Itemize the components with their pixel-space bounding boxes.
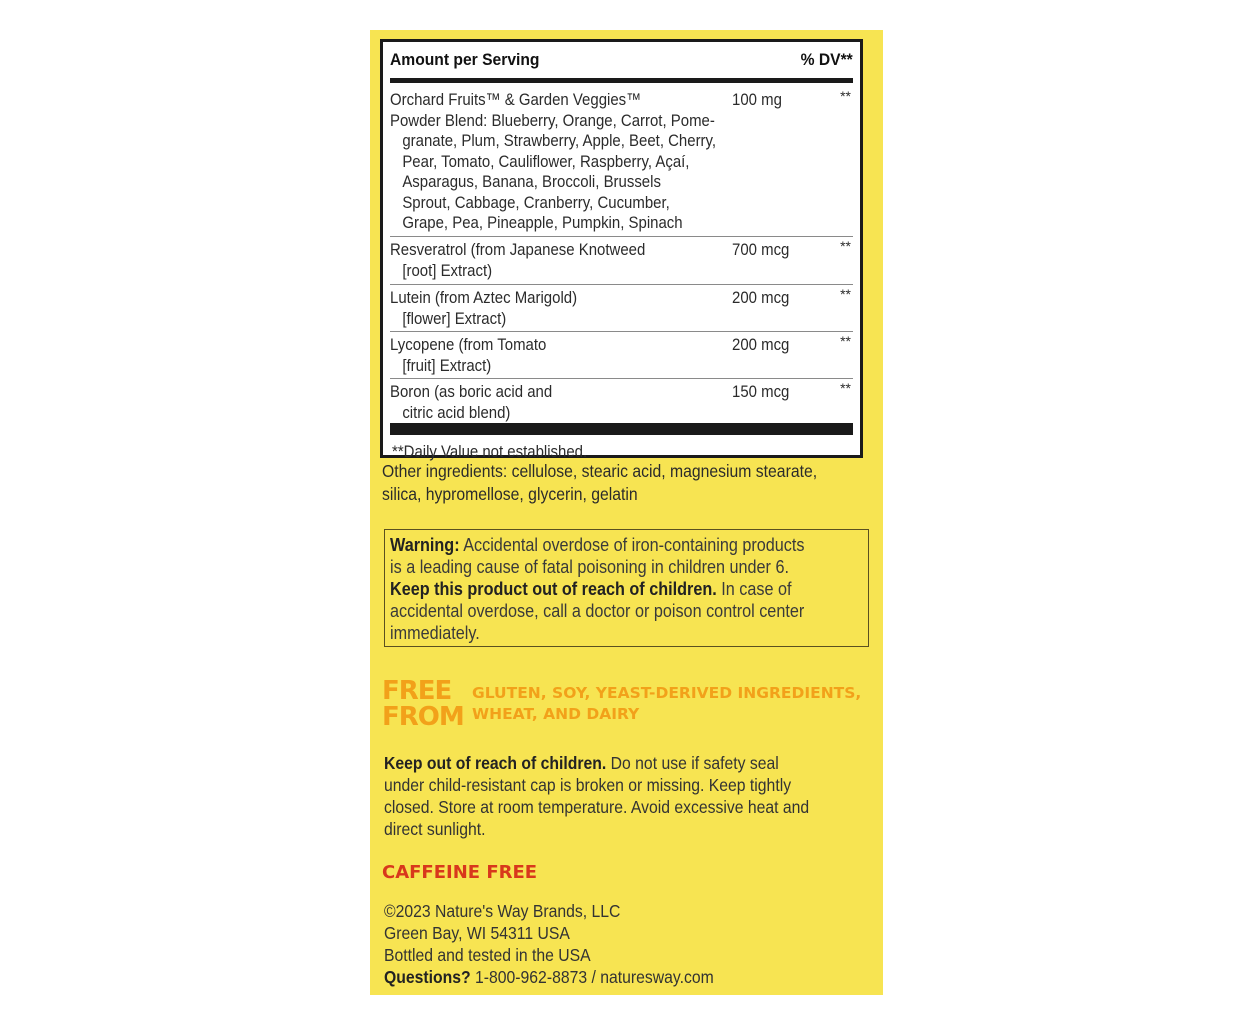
warning-line: is a leading cause of fatal poisoning in children under 6. bbox=[390, 557, 789, 577]
free-from-list: GLUTEN, SOY, YEAST-DERIVED INGREDIENTS, bbox=[472, 684, 862, 702]
warning-line bbox=[390, 534, 820, 556]
storage-line bbox=[384, 752, 809, 774]
ingredient-line: [fruit] Extract) bbox=[402, 355, 492, 375]
storage-instructions bbox=[384, 752, 856, 840]
storage-line: direct sunlight. bbox=[384, 819, 486, 839]
storage-text: Do not use if safety seal bbox=[606, 753, 779, 773]
warning-line bbox=[390, 578, 820, 600]
warning-text: In case of bbox=[716, 579, 792, 599]
ingredient-line: Boron (as boric acid and bbox=[390, 382, 553, 401]
ingredient-name bbox=[390, 240, 730, 281]
warning-label: Warning: bbox=[390, 535, 460, 555]
ingredient-amount: 150 mcg bbox=[732, 382, 790, 401]
storage-line: closed. Store at room temperature. Avoid excessive heat and bbox=[384, 797, 810, 817]
questions-label: Questions? bbox=[384, 967, 471, 987]
ingredient-name bbox=[390, 90, 730, 234]
free-word: FREE bbox=[382, 676, 452, 706]
iron-warning-box bbox=[384, 529, 869, 647]
other-ingredients-line: Other ingredients: cellulose, stearic acid, magnesium stearate, bbox=[382, 461, 818, 481]
keep-out-of-reach: Keep out of reach of children. bbox=[384, 753, 607, 773]
ingredient-dv: ** bbox=[840, 88, 851, 104]
caffeine-free-badge: CAFFEINE FREE bbox=[382, 862, 538, 883]
ingredient-name bbox=[390, 288, 730, 329]
free-from-callout bbox=[382, 676, 862, 736]
ingredient-name bbox=[390, 335, 730, 376]
footer-rule bbox=[390, 423, 853, 435]
ingredient-line: Orchard Fruits™ & Garden Veggies™ bbox=[390, 90, 642, 109]
from-word: FROM bbox=[382, 702, 464, 732]
row-divider bbox=[390, 331, 853, 332]
ingredient-line: [root] Extract) bbox=[402, 260, 493, 280]
ingredient-dv: ** bbox=[840, 380, 851, 396]
ingredient-line: Pear, Tomato, Cauliflower, Raspberry, Açaí, bbox=[402, 151, 690, 171]
ingredient-line: Sprout, Cabbage, Cranberry, Cucumber, bbox=[402, 192, 670, 212]
free-from-list: WHEAT, AND DAIRY bbox=[472, 705, 640, 723]
ingredient-line: Powder Blend: Blueberry, Orange, Carrot, Pome- bbox=[390, 110, 715, 130]
supplement-facts-table bbox=[380, 39, 863, 461]
ingredient-dv: ** bbox=[840, 333, 851, 349]
ingredient-amount: 200 mcg bbox=[732, 335, 790, 354]
facts-header bbox=[390, 46, 853, 74]
daily-value-footnote: **Daily Value not established. bbox=[392, 442, 588, 461]
ingredient-line: Asparagus, Banana, Broccoli, Brussels bbox=[402, 172, 661, 191]
ingredient-line: Lycopene (from Tomato bbox=[390, 335, 547, 354]
header-rule bbox=[390, 78, 853, 83]
ingredient-amount: 200 mcg bbox=[732, 288, 790, 307]
row-divider bbox=[390, 378, 853, 379]
ingredient-amount: 700 mcg bbox=[732, 240, 790, 259]
ingredient-dv: ** bbox=[840, 286, 851, 302]
row-divider bbox=[390, 284, 853, 285]
ingredient-name bbox=[390, 382, 730, 423]
ingredient-line: Resveratrol (from Japanese Knotweed bbox=[390, 240, 646, 259]
warning-keep-away: Keep this product out of reach of children. bbox=[390, 579, 717, 599]
storage-line: under child-resistant cap is broken or missing. Keep tightly bbox=[384, 775, 792, 795]
ingredient-line: Grape, Pea, Pineapple, Pumpkin, Spinach bbox=[402, 213, 683, 232]
ingredient-line: [flower] Extract) bbox=[402, 308, 507, 328]
warning-line: accidental overdose, call a doctor or poison control center bbox=[390, 601, 805, 621]
amount-per-serving-heading: Amount per Serving bbox=[390, 50, 540, 69]
daily-value-heading: % DV** bbox=[800, 50, 853, 69]
questions-line bbox=[384, 966, 714, 988]
ingredient-line: granate, Plum, Strawberry, Apple, Beet, Cherry, bbox=[402, 131, 717, 150]
address-line: Green Bay, WI 54311 USA bbox=[384, 923, 570, 943]
other-ingredients bbox=[382, 460, 865, 506]
warning-line: immediately. bbox=[390, 623, 480, 643]
product-label-panel bbox=[370, 30, 883, 995]
origin-line: Bottled and tested in the USA bbox=[384, 945, 591, 965]
warning-text: Accidental overdose of iron-containing products bbox=[459, 535, 805, 555]
contact-info: 1-800-962-8873 / naturesway.com bbox=[470, 967, 714, 987]
ingredient-dv: ** bbox=[840, 238, 851, 254]
row-divider bbox=[390, 236, 853, 237]
ingredient-amount: 100 mg bbox=[732, 90, 782, 109]
copyright-line: ©2023 Nature's Way Brands, LLC bbox=[384, 901, 621, 921]
ingredient-line: Lutein (from Aztec Marigold) bbox=[390, 288, 578, 307]
ingredient-line: citric acid blend) bbox=[402, 402, 511, 422]
company-info bbox=[384, 900, 750, 988]
other-ingredients-line: silica, hypromellose, glycerin, gelatin bbox=[382, 484, 638, 504]
